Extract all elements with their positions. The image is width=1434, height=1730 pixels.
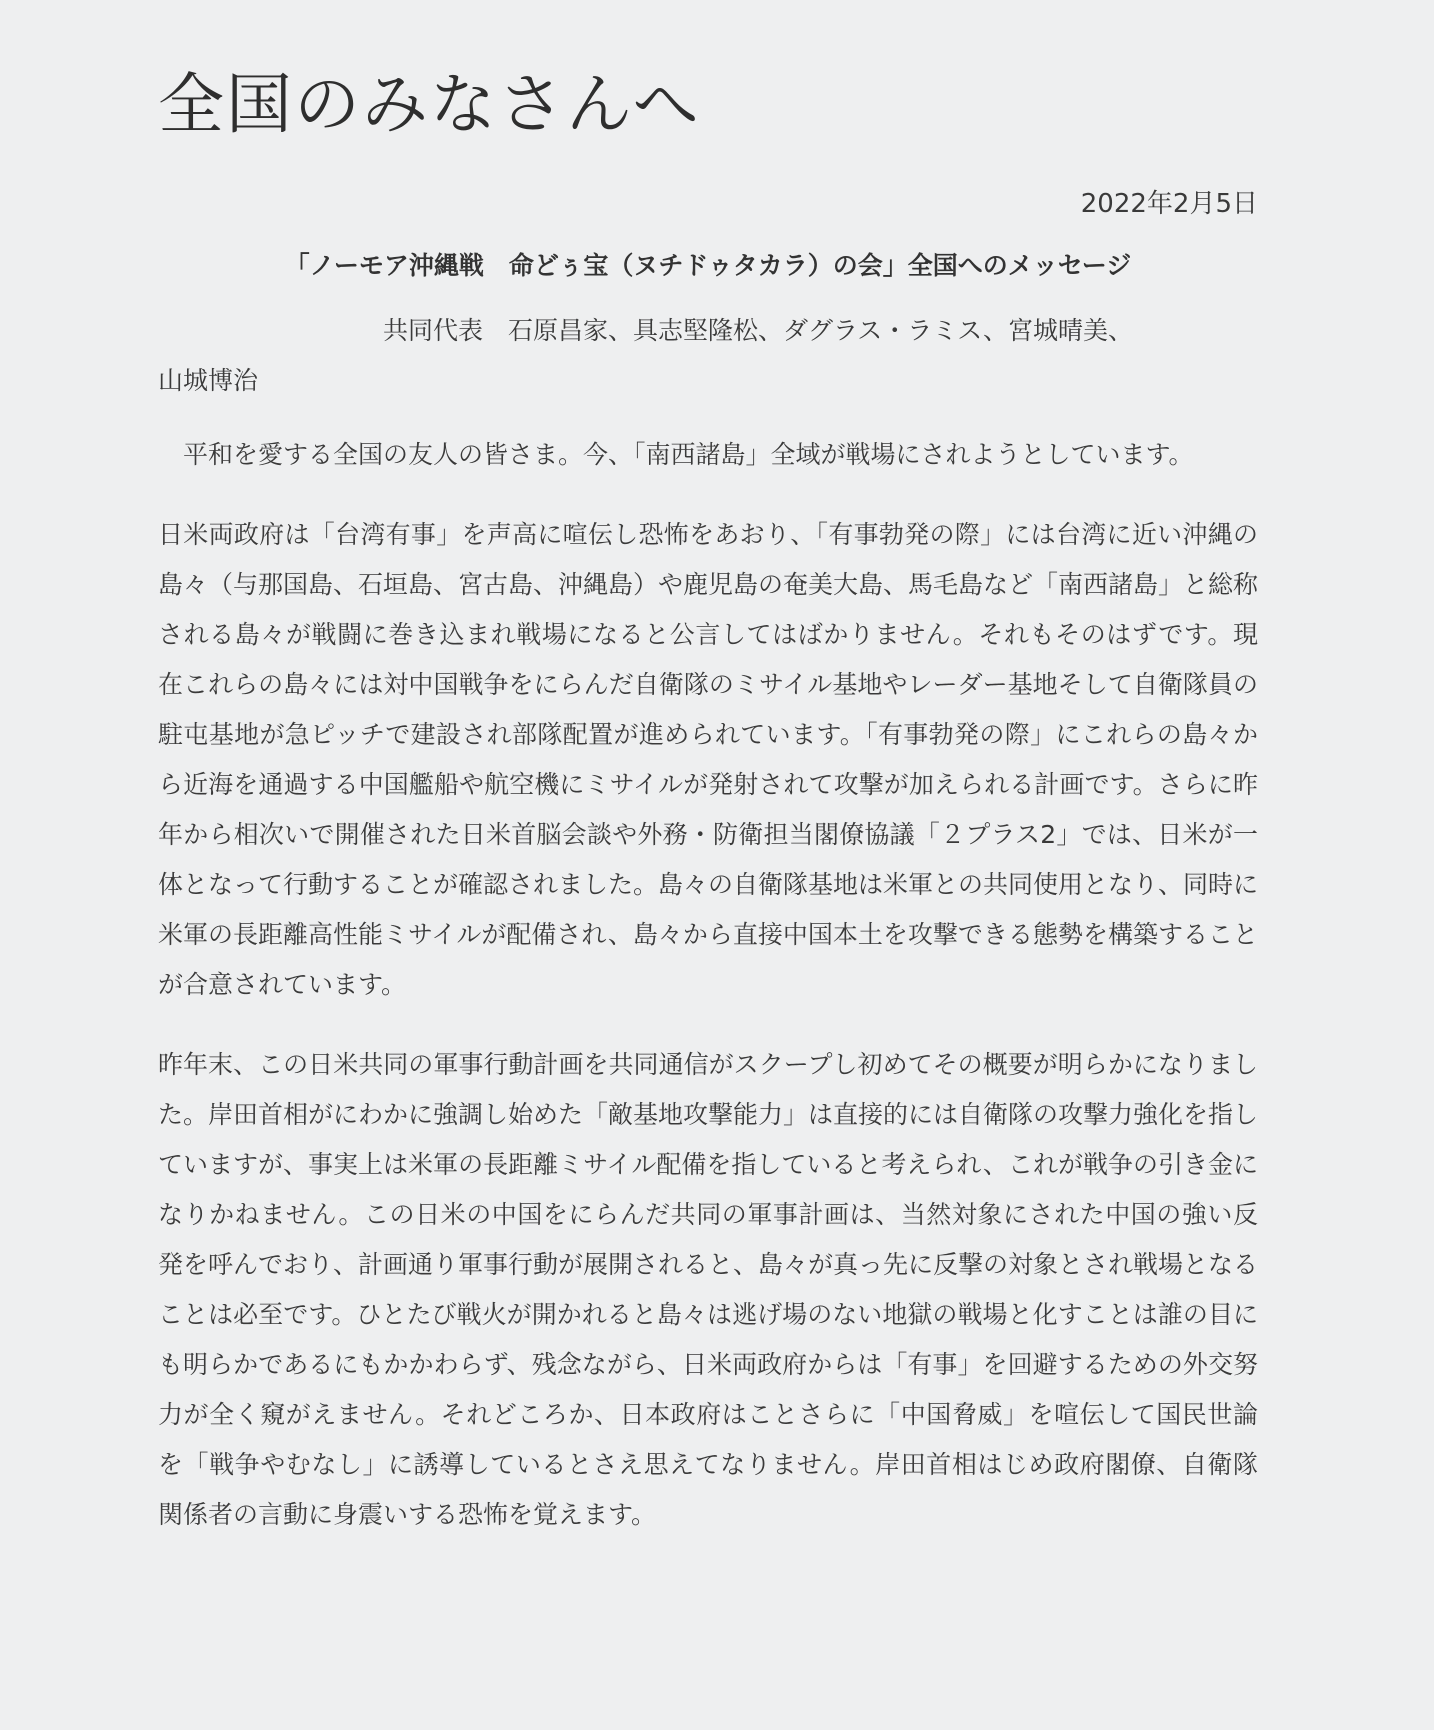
message-subtitle: 「ノーモア沖縄戦 命どぅ宝（ヌチドゥタカラ）の会」全国へのメッセージ	[284, 251, 1132, 280]
representatives	[158, 306, 1258, 406]
representatives-line-1: 共同代表 石原昌家、具志堅隆松、ダグラス・ラミス、宮城晴美、	[383, 316, 1134, 345]
page-title: 全国のみなさんへ	[158, 66, 701, 143]
publish-date: 2022年2月5日	[1080, 189, 1258, 219]
article	[158, 60, 1258, 1540]
intro-paragraph: 平和を愛する全国の友人の皆さま。今、「南西諸島」全域が戦場にされようとしています。	[183, 440, 1194, 469]
body-paragraph-1: 日米両政府は「台湾有事」を声高に喧伝し恐怖をあおり、「有事勃発の際」には台湾に近い沖縄の島々（与那国島、石垣島、宮古島、沖縄島）や鹿児島の奄美大島、馬毛島など「南西諸島」と総称される島々が戦闘に巻き込まれ戦場になると公言してはばかりません。それもそのはずです。現在これらの島々には対中国戦争をにらんだ自衛隊のミサイル基地やレーダー基地そして自衛隊員の駐屯基地が急ピッチで建設され部隊配置が進められています。「有事勃発の際」にこれらの島々から近海を通過する中国艦船や航空機にミサイルが発射されて攻撃が加えられる計画です。さらに昨年から相次いで開催された日米首脳会談や外務・防衛担当閣僚協議「２プラス2」では、日米が一体となって行動することが確認されました。島々の自衛隊基地は米軍との共同使用となり、同時に米軍の長距離高性能ミサイルが配備され、島々から直接中国本土を攻撃できる態勢を構築することが合意されています。	[158, 520, 1259, 999]
body-paragraph-2: 昨年末、この日米共同の軍事行動計画を共同通信がスクープし初めてその概要が明らかになりました。岸田首相がにわかに強調し始めた「敵基地攻撃能力」は直接的には自衛隊の攻撃力強化を指していますが、事実上は米軍の長距離ミサイル配備を指していると考えられ、これが戦争の引き金になりかねません。この日米の中国をにらんだ共同の軍事計画は、当然対象にされた中国の強い反発を呼んでおり、計画通り軍事行動が展開されると、島々が真っ先に反撃の対象とされ戦場となることは必至です。ひとたび戦火が開かれると島々は逃げ場のない地獄の戦場と化すことは誰の目にも明らかであるにもかかわらず、残念ながら、日米両政府からは「有事」を回避するための外交努力が全く窺がえません。それどころか、日本政府はことさらに「中国脅威」を喧伝して国民世論を「戦争やむなし」に誘導しているとさえ思えてなりません。岸田首相はじめ政府閣僚、自衛隊関係者の言動に身震いする恐怖を覚えます。	[158, 1050, 1259, 1529]
representatives-line-2: 山城博治	[158, 366, 259, 395]
